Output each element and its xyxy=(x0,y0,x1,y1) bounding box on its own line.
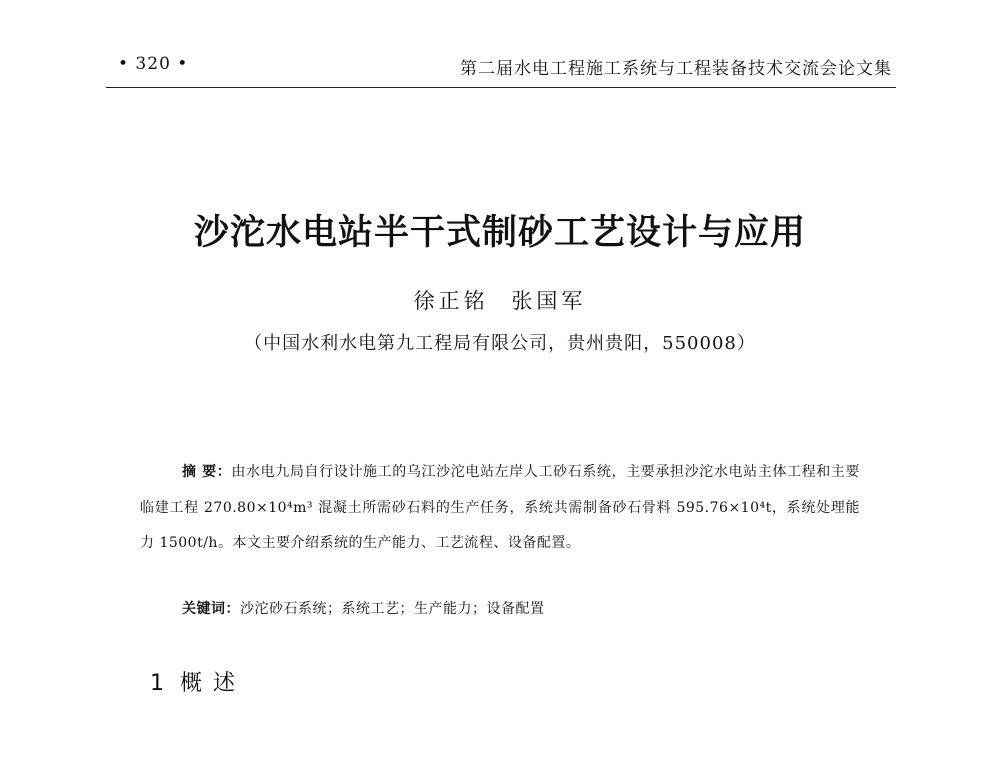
keywords-line xyxy=(182,598,545,618)
section-heading xyxy=(150,666,237,697)
section-title: 概 述 xyxy=(180,671,237,696)
paper-title: 沙沱水电站半干式制砂工艺设计与应用 xyxy=(193,212,806,253)
paper-authors: 徐正铭 张国军 xyxy=(413,289,587,313)
abstract-label: 摘 要： xyxy=(182,464,232,480)
keywords-text: 沙沱砂石系统；系统工艺；生产能力；设备配置 xyxy=(240,601,545,617)
page-number: • 320 • xyxy=(118,54,189,74)
section-number: 1 xyxy=(150,671,166,696)
abstract-paragraph xyxy=(140,455,860,562)
abstract-text: 由水电九局自行设计施工的乌江沙沱电站左岸人工砂石系统，主要承担沙沱水电站主体工程和主要临建工程 270.80×10⁴m³ 混凝土所需砂石料的生产任务，系统共需制备砂石骨料 595.76×10⁴t，系统处理能力 1500t/h。本文主要介绍系统的生产能力、工艺流程、设备配置。 xyxy=(140,464,861,551)
keywords-label: 关键词： xyxy=(182,601,240,617)
header-rule xyxy=(106,87,896,88)
running-header-title: 第二届水电工程施工系统与工程装备技术交流会论文集 xyxy=(460,59,892,79)
author-affiliation: （中国水利水电第九工程局有限公司，贵州贵阳，550008） xyxy=(244,333,756,354)
